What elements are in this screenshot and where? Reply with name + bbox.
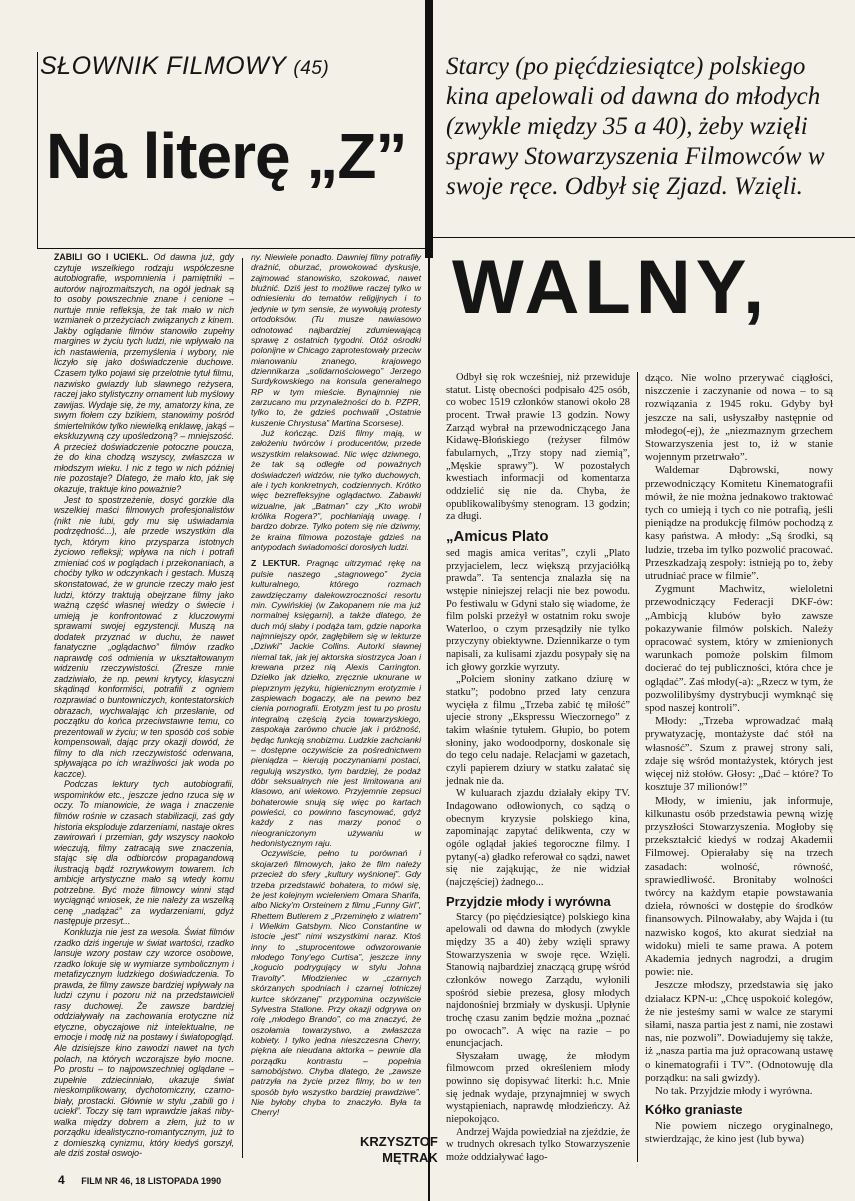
paragraph: Andrzej Wajda powiedział na zjeździe, że w trudnych okresach tylko Stowarzyszenie może oddziaływać łago- (446, 1126, 630, 1164)
subheading: Kółko graniaste (645, 1102, 743, 1118)
paragraph: ny. Niewiele ponadto. Dawniej filmy potrafiły drażnić, oburzać, prowokować dyskusje, zajmować stanowisko, szokować, nawet bluźnić. Dziś jest to możliwe raczej tylko w odniesieniu do tematów religijnych i to jedynie w tym sensie, że wywołują protesty ortodoksów. (Tu musze nawiasowo odnotować najbardziej zdumiewającą sprawę z ostatnich tygodni. Otóż ośrodki polonijne w Chicago zaprotestowały przeciw mianowaniu znanego, krajowego dziennikarza „solidarnościowego” Jerzego Surdykowskiego na konsula generalnego RP w tym mieście. Bynajmniej nie zarzucano mu przynależności do b. PZPR, tylko to, że gdzieś pochwalił „Ostatnie kuszenie Chrystusa” Martina Scorsese). (251, 252, 421, 428)
center-divider-lower (428, 258, 430, 1201)
page-footer (58, 1173, 221, 1187)
paragraph: Młody, w imieniu, jak informuje, kilkunastu osób przedstawia pewną wizję przyszłości Stowarzyszenia. Mogłoby się przekształcić kiedyś w rodzaj Akademii Filmowej. Opierałaby się na trzech zasadach: wolność, równość, sprawiedliwość. Bronitaby wolności twórcy na każdym etapie powstawania dzieła, równości w dostępie do środków finansowych. Pilnowałaby, aby Wajda i (tu nazwisko kogoś, kto akurat siedział na widoku) mieli te same prawa. A potem Akademia jednych nagrodzi, a drugim powie: nie. (645, 794, 833, 979)
page-number: 4 (58, 1173, 65, 1187)
paragraph: sed magis amica veritas”, czyli „Plato przyjacielem, lecz większą przyjaciółką prawda”. Ta sentencja znalazła się na wstępie niniejszej relacji nie bez powodu. Po festiwalu w Gdyni stało się wiadome, że film polski przeżył w ostatnim roku swoje Waterloo, o czym przesądziły nie tylko przyczyny obiektywne. Dziennikarze o tym napisali, za kulisami zjazdu posypały się na ich głowy gorzkie wyrzuty. (446, 547, 630, 673)
paragraph: Nie powiem niczego oryginalnego, stwierdzając, że kino jest (lub bywa) (645, 1120, 833, 1146)
paragraph: Zygmunt Machwitz, wieloletni przewodniczący Federacji DKF-ów: „Ambicją klubów było zawsze pokazywanie filmów polskich. Należy opracować system, który w zmienionych warunkach pomoże polskim filmom docierać do tej publiczności, która chce je oglądać”. Zaś młody(-a): „Rzecz w tym, że pozwolilibyśmy dystrybucji wymknąć się spod naszej kontroli”. (645, 583, 833, 715)
center-divider (425, 0, 433, 258)
section-lead: Z LEKTUR. (251, 558, 301, 569)
article-column-1 (54, 252, 234, 1159)
right-header (446, 52, 841, 202)
paragraph-text: Pragnąc uitrzymać rękę na pulsie naszego „stagnowego” życia kulturalnego, którego rozmach zawdzięczamy dalekowzroczności resortu min. Cywińskiej (w Zakopanem nie ma już normalnej księgarni), a także dlatego, że duch mój słaby i podąża tam, gdzie naporka najmniejszy opór, zagłębiłem się w lekturze „Dziwki” Jackie Collins. Autorki sławnej niemal tak, jak jej aktorska siostrzyca Joan i krewana przez nią Alexis Carrington. Dziełko jak dziełko, zręcznie uknurane w pieprznym języku, higienicznym erotyzmie i zaspiewach bogaczy, ale na pewno bez cienia pornografii. Erotyzm jest tu po prostu integralną częścią życia towarzyskiego, zaspokaja zarówno chucie jak i próżność, będąc funkcją snobizmu. Ludzkie zachcianki – dostępne oczywiście za pośrednictwem pieniądza – kierują poczynaniami postaci, regulują wszystko, tym bardziej, że podaż dóbr seksualnych nie jest limitowana ani klasowo, ani wiekowo. Przyjemnie zepsuci bohaterowie snują się więc po kartach powieści, co powinno fascynować, gdyż każdy z nas marzy ponoć o nieograniczonym używaniu w hedonistycznym raju. (251, 558, 421, 849)
paragraph: Młody: „Trzeba wprowadzać małą prywatyzację, montażyste dać stół na własność”. Szum z prawej strony sali, zdaje się wśród montażystek, których jest więcej niż stołów. Głosy: „Dać – które? To kosztuje 37 milionów!” (645, 715, 833, 794)
series-name: SŁOWNIK FILMOWY (40, 52, 286, 80)
paragraph: Starcy (po pięćdziesiątce) polskiego kina apelowali od dawna do młodych (zwykle między 35 a 40) żeby wzięli sprawy Stowarzyszenia w swoje ręce. Wzięli. Stanowią najbardziej znaczącą grupę wśród członków nowego Zarządu, wyłonili spośród siebie prezesa, głosy młodych najdonośniej brzmiały w dyskusji. Upłynie trochę czasu zanim będzie można „poznać po owocach”. A więc na razie – po enuncjacjach. (446, 911, 630, 1050)
issue-line: FILM NR 46, 18 LISTOPADA 1990 (81, 1176, 222, 1186)
deck: Starcy (po pięćdziesiątce) polskiego kina apelowali od dawna do młodych (zwykle między 35 a 40), żeby wzięli sprawy Stowarzyszenia Filmowców w swoje ręce. Odbył się Zjazd. Wzięli. (446, 53, 825, 200)
paragraph: Podczas lektury tych autobiografii, wspominków etc., jeszcze jedno rzuca się w oczy. To mianowicie, że waga i znaczenie filmów rośnie w czasach stabilizacji, zaś gdy historia eksploduje zdarzeniami, nastaje okres zawirowań i przemian, gdy wszyscy naokoło wieczują, filmy zatracają swe znaczenia, stając się dla odbiorców propagandową ilustracją bądź rozrywkowym towarem. Ich ambicje artystyczne mało są wtedy komu potrzebne. Być może filmowcy winni stąd wyciągnąć wniosek, że nie należy za wszelką cenę „nadążać” za wydarzeniami, gdyż następuje przesyt... (54, 779, 234, 927)
paragraph: No tak. Przyjdzie młody i wyrówna. (655, 1084, 813, 1097)
right-column-divider (637, 372, 638, 1162)
paragraph: W kuluarach zjazdu działały ekipy TV. Indagowano odłowionych, co sądzą o obecnym kryzysie polskiego kina, zapominając zapytać delikwenta, czy w ogóle oglądał jakieś tegoroczne filmy. I pytany(-a) gładko referował co sądzi, nawet się nie zająkując, że nie widział (najczęściej) żadnego... (446, 788, 630, 888)
paragraph: Już kończąc. Dziś filmy mają, w założeniu twórców i producentów, przede wszystkim relaksować. Nic więc dziwnego, że tak są odległe od poważnych doświadczeń widzów, nie tylko duchowych, ale i tych konkretnych, codziennych. Krótko więc bezrefleksyjne oglądactwo. Zabawki wizualne, jak „Batman” czy „Kto wrobił królika Rogera?”, pochłaniają uwagę. I bardzo dobrze. Tylko potem się nie dziwmy, że kraina filmowa pozostaje gdzieś na antypodach świadomości dorosłych ludzi. (251, 428, 421, 553)
paragraph: Odbył się rok wcześniej, niż przewiduje statut. Listę obecności podpisało 425 osób, co wobec 1519 członków stanowi około 28 procent. Trwał prawie 13 godzin. Nowy Zarząd wybrał na przewodniczącego Jana Kidawę-Błońskiego (reżyser filmów fabularnych, „Trzy stopy nad ziemią”, „Męskie sprawy”). W pozostałych kwestiach informacji od komentarza oddzielić się nie da. Chyba, że opublikowalibyśmy stenogram. 13 godzin; za długi. (446, 372, 630, 523)
paragraph-text: Od dawna już, gdy czytuje wszelkiego rodzaju współczesne autobiografie, wspomnienia i pamiętniki – autorów najrozmaitszych, na ogół jednak są to osoby powszechnie znane i cenione – nurtuje mnie refleksja, że tak mało w nich wzmianek o przeżyciach związanych z kinem. Jakby oglądanie filmów stanowiło zupełny margines w życiu tych ludzi, nie wpływało na ich nastawienia, przemyślenia i wybory, nie liczyło się jako doświadczenie duchowe. Czasem tylko pojawi się przelotnie tytuł filmu, nazwisko gwiazdy lub sławnego reżysera, raczej jako stylistyczny ornament lub myślowy zawijas. Wydaje się, że my, amatorzy kina, ze swym fiołem czy bzikiem, stanowimy pośród śmiertelników tylko niewielką enklawę, jakąś – ekskluzywną czy upośledzoną? – mniejszość. A przecież doświadczenie potoczne poucza, że do kina chodzą wszyscy, zwłaszcza w młodszym wieku. I nic z tego w nich później nie pozostaje? Dlatego, że mało kto, jak się okazuje, traktuje kino poważnie? (54, 252, 234, 495)
paragraph: Jest to spostrzeżenie, dosyć gorzkie dla wszelkiej maści filmowych profesjonalistów (nikt nie lubi, gdy mu się uświadamia podrzędność...), ale przede wszystkim dla tych, którym kino przysparza istotnych życiowo refleksji; wpływa na nich i potrafi zmieniać coś w poglądach i przekonaniach, a choćby tylko w odczynkach i gestach. Muszą skonstatować, że w gruncie rzeczy mało jest ludzi, którzy traktują obejrzane filmy jako ważną część własnej wiedzy o świecie i umieją je konfrontować z kluczowymi sprawami swojej egzystencji. Muszą na dodatek przyznać w duchu, że nawet fanatyczne „oglądactwo” filmów rzadko naprawdę coś odmienia w ukształtowanym widzeniu rzeczywistości. (Zresze mnie zadziwiało, że np. pewni krytycy, klasyczni skądinąd konformiści, potrafili z ogniem rozprawiać o buntowniczych, kontestatorskich obrazach, wychwalając ich przesłanie, od początku do końca przeciwstawne temu, co prezentowali w życiu; w ten sposób coś sobie kompensowali, dając przy okazji dowód, że filmy to dla nich rzeczywistość oderwana, spływająca po ich wrażliwości jak woda po kaczce). (54, 494, 234, 779)
paragraph: Konkluzja nie jest za wesoła. Świat filmów rzadko dziś ingeruje w świat wartości, rzadko lansuje wzory postaw czy wzorce osobowe, rzadko lokuje się w wymiarze symbolicznym i metafizycznym ludzkiego doświadczenia. To prawda, że filmy zawsze bardziej wpływały na ludzi czynu i pozoru niż na przedstawicieli rasy duchowej. Że zawsze bardziej oddziaływały na zachowania erotyczne niż etyczne, obyczajowe niż intelektualne, ne emocje i modę niż na postawy i światopogląd. Ale dzisiejsze kino zawodzi nawet na tych polach, na których wczorajsze było mocne. Po prostu – to najpowszechniej oglądane – zupełnie zdziecinniało, ukazuje świat nieskomplikowany, dychotomiczny, czarno-biały, prostacki. Głównie w stylu „zabili go i uciekł”. Toczy się tam wprawdzie jakaś niby-walka między dobrem a złem, już to w porządku idealistyczno-romantycznym, już to z domieszką cynizmu, który kiedyś gorszył, ale dziś został oswojo- (54, 927, 234, 1159)
series-title (40, 52, 418, 83)
article-column-2 (251, 252, 421, 1118)
article-column-3 (446, 372, 630, 1165)
article-column-4 (645, 372, 833, 1147)
paragraph: „Połciem słoniny zatkano dziurę w statku”; podobno przed laty cenzura wycięła z filmu „Trzeba zabić tę miłość” ujecie strony „Ekspressu Wieczornego” z takim właśnie tytułem. Głupio, bo potem słoniny, jako wodoodporny, doskonale się do tego celu nadaje. Relacjami w gazetach, czyli papierem dziury w statku załatać się jednak nie da. (446, 674, 630, 787)
paragraph: Jeszcze młodszy, przedstawia się jako działacz KPN-u: „Chcę uspokoić kolegów, że nie jesteśmy sami w walce ze starymi siłami, nasza partia jest z nami, nie zostawi nas, nie pozwoli”. Dowiadujemy się także, iż „nasza partia ma już opracowaną ustawę o kinematografii i TV”. (Odnotowuję dla porządku: na sali gwizdy). (645, 979, 833, 1084)
left-header-bottom-rule (37, 248, 425, 249)
byline-first: KRZYSZTOF (360, 1134, 438, 1149)
subheading: „Amicus Plato (446, 527, 549, 545)
section-lead: ZABILI GO I UCIEKL. (54, 252, 149, 262)
paragraph: dząco. Nie wolno przerywać ciągłości, niszczenie i zaczynanie od nowa – to są rozwiązania z 1945 roku. Gdyby był jeszcze na sali, usłyszałby następnie od młodego(-ej), że „niezmaznym grzechem Stowarzyszenia jest to, iż w stanie wojennym przetrwało”. (645, 372, 833, 464)
paragraph (54, 252, 234, 495)
left-header (40, 52, 418, 192)
left-column-divider (242, 258, 243, 1158)
series-number: (45) (293, 58, 330, 79)
paragraph (251, 558, 421, 848)
left-header-rule (37, 52, 38, 248)
headline: Na literę „Z” (46, 120, 407, 192)
byline (360, 1134, 438, 1166)
byline-last: MĘTRAK (382, 1150, 438, 1165)
paragraph: Słyszałam uwagę, że młodym filmowcom przed określeniem młody powinno się dopisywać literki: h.c. Mnie się jednak wydaje, przynajmniej w swych wystąpieniach, naprawdę młodzieńczy. Aż niepokojąco. (446, 1050, 630, 1126)
big-title: WALNY, (452, 245, 770, 330)
paragraph: Oczywiście, pełno tu porównań i skojarzeń filmowych, jako że film należy przecież do sfery „kultury wyśnionej”. Gdy trzeba przedstawić bohatera, to mówi się, że jest kolejnym wcieleniem Omara Sharifa, albo Nicky'm Orsteinem z filmu „Funny Girl”, Rhettem Butlerem z „Przeminęło z wiatrem” i Wielkim Gatsbym. Nico Constantine w istocie „jest” nimi wszystkimi naraz. Ktoś inny to „stuprocentowe odwzorowanie młodego Tony'ego Curtisa”, jeszcze inny „kogucio podrygujący w stylu Johna Travolty”. Młodzieniec w „czarnych skórzanych spodniach i czarnej lotniczej kurtce skórzanej” przypomina oczywiście Sylvestra Stallone. Przy okazji odgrywa on rolę „młodego Brando”, co ma znaczyć, że oszołamia towarzystwo, a zwłaszcza kobiety. I tylko jedna nieszczesna Cherry, piękna ale nieudana aktorka – pewnie dla porządku kontrastu – popełnia samobójstwo. Chyba dlatego, że „zawsze patrzyła na życie przez filmy, bo w ten sposób było wszystko bardziej prawdziwe”. Nie byłoby chyba to znaczyło. Była ta Cherry! (251, 848, 421, 1118)
subheading: Przyjdzie młody i wyrówna (446, 893, 611, 909)
paragraph: Waldemar Dąbrowski, nowy przewodniczący Komitetu Kinematografii mówił, że nie można jednakowo traktować tych co umieją i tych co nie potrafią, jeśli pieniądze na produkcję filmów pochodzą z kasy państwa. A młody: „Są środki, są ludzie, trzeba im tylko pozwolić pracować. Przeszkadzają zespoły: istnieją po to, żeby utrudniać prace w filmie”. (645, 464, 833, 583)
